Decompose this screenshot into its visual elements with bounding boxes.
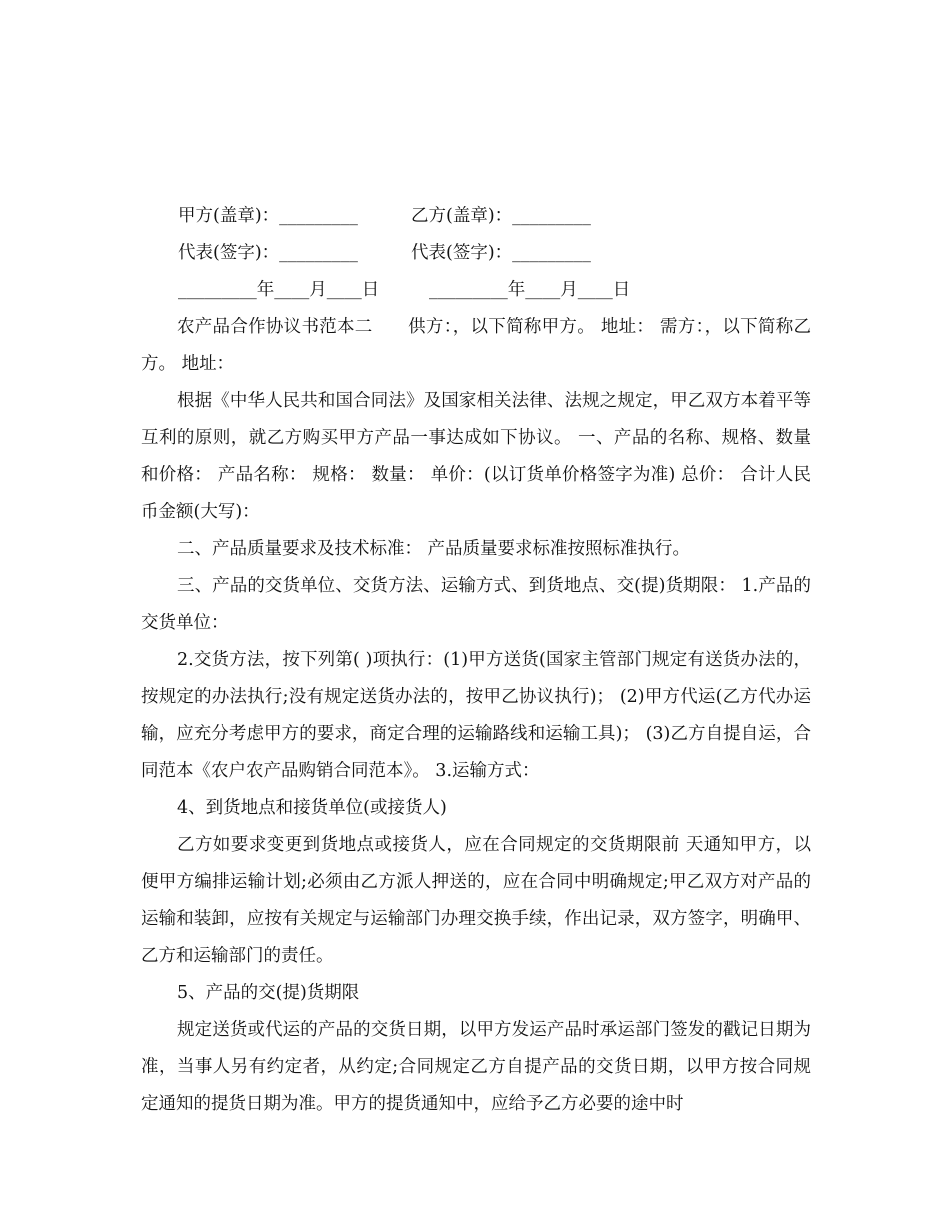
party-a-date-line: _________年____月____日 — [178, 280, 380, 300]
paragraph-delivery-period-heading: 5、产品的交(提)货期限 — [177, 983, 360, 1003]
seal-row — [141, 198, 811, 235]
paragraph-delivery-method: 2.交货方法，按下列第( )项执行：(1)甲方送货(国家主管部门规定有送货办法的，按规定的办法执行;没有规定送货办法的，按甲乙协议执行)； (2)甲方代运(乙方代办运输，应充分考虑甲方的要求，商定合理的运输路线和运输工具)； (3)乙方自提自运，合同范本《农户农产品购销合同范本》。 3.运输方式： — [141, 650, 811, 781]
paragraph-title-parties: 农产品合作协议书范本二 供方：，以下简称甲方。 地址： 需方：，以下简称乙方。 地址： — [141, 317, 811, 374]
document-body — [141, 198, 811, 1123]
paragraph-basis-and-product: 根据《中华人民共和国合同法》及国家相关法律、法规之规定，甲乙双方本着平等互利的原则，就乙方购买甲方产品一事达成如下协议。 一、产品的名称、规格、数量和价格： 产品名称： 规格： 数量： 单价：(以订货单价格签字为准) 总价： 合计人民币金额(大写)： — [141, 391, 811, 522]
party-b-date-line: _________年____月____日 — [429, 280, 631, 300]
representative-row — [141, 235, 811, 272]
party-b-seal-line: 乙方(盖章)：_________ — [411, 206, 591, 226]
paragraph-destination-heading: 4、到货地点和接货单位(或接货人) — [177, 798, 447, 818]
paragraph-quality: 二、产品质量要求及技术标准： 产品质量要求标准按照标准执行。 — [177, 539, 691, 559]
paragraph-destination-change: 乙方如要求变更到货地点或接货人，应在合同规定的交货期限前 天通知甲方，以便甲方编排运输计划;必须由乙方派人押送的，应在合同中明确规定;甲乙双方对产品的运输和装卸，应按有关规定与运输部门办理交换手续，作出记录，双方签字，明确甲、乙方和运输部门的责任。 — [141, 835, 811, 966]
party-a-representative-line: 代表(签字)：_________ — [178, 243, 358, 263]
date-row — [141, 272, 811, 309]
party-b-representative-line: 代表(签字)：_________ — [411, 243, 591, 263]
paragraph-delivery-unit: 三、产品的交货单位、交货方法、运输方式、到货地点、交(提)货期限： 1.产品的交货单位： — [141, 576, 811, 633]
paragraph-delivery-date: 规定送货或代运的产品的交货日期，以甲方发运产品时承运部门签发的戳记日期为准，当事人另有约定者，从约定;合同规定乙方自提产品的交货日期，以甲方按合同规定通知的提货日期为准。甲方的提货通知中，应给予乙方必要的途中时 — [141, 1020, 811, 1114]
party-a-seal-line: 甲方(盖章)：_________ — [178, 206, 358, 226]
